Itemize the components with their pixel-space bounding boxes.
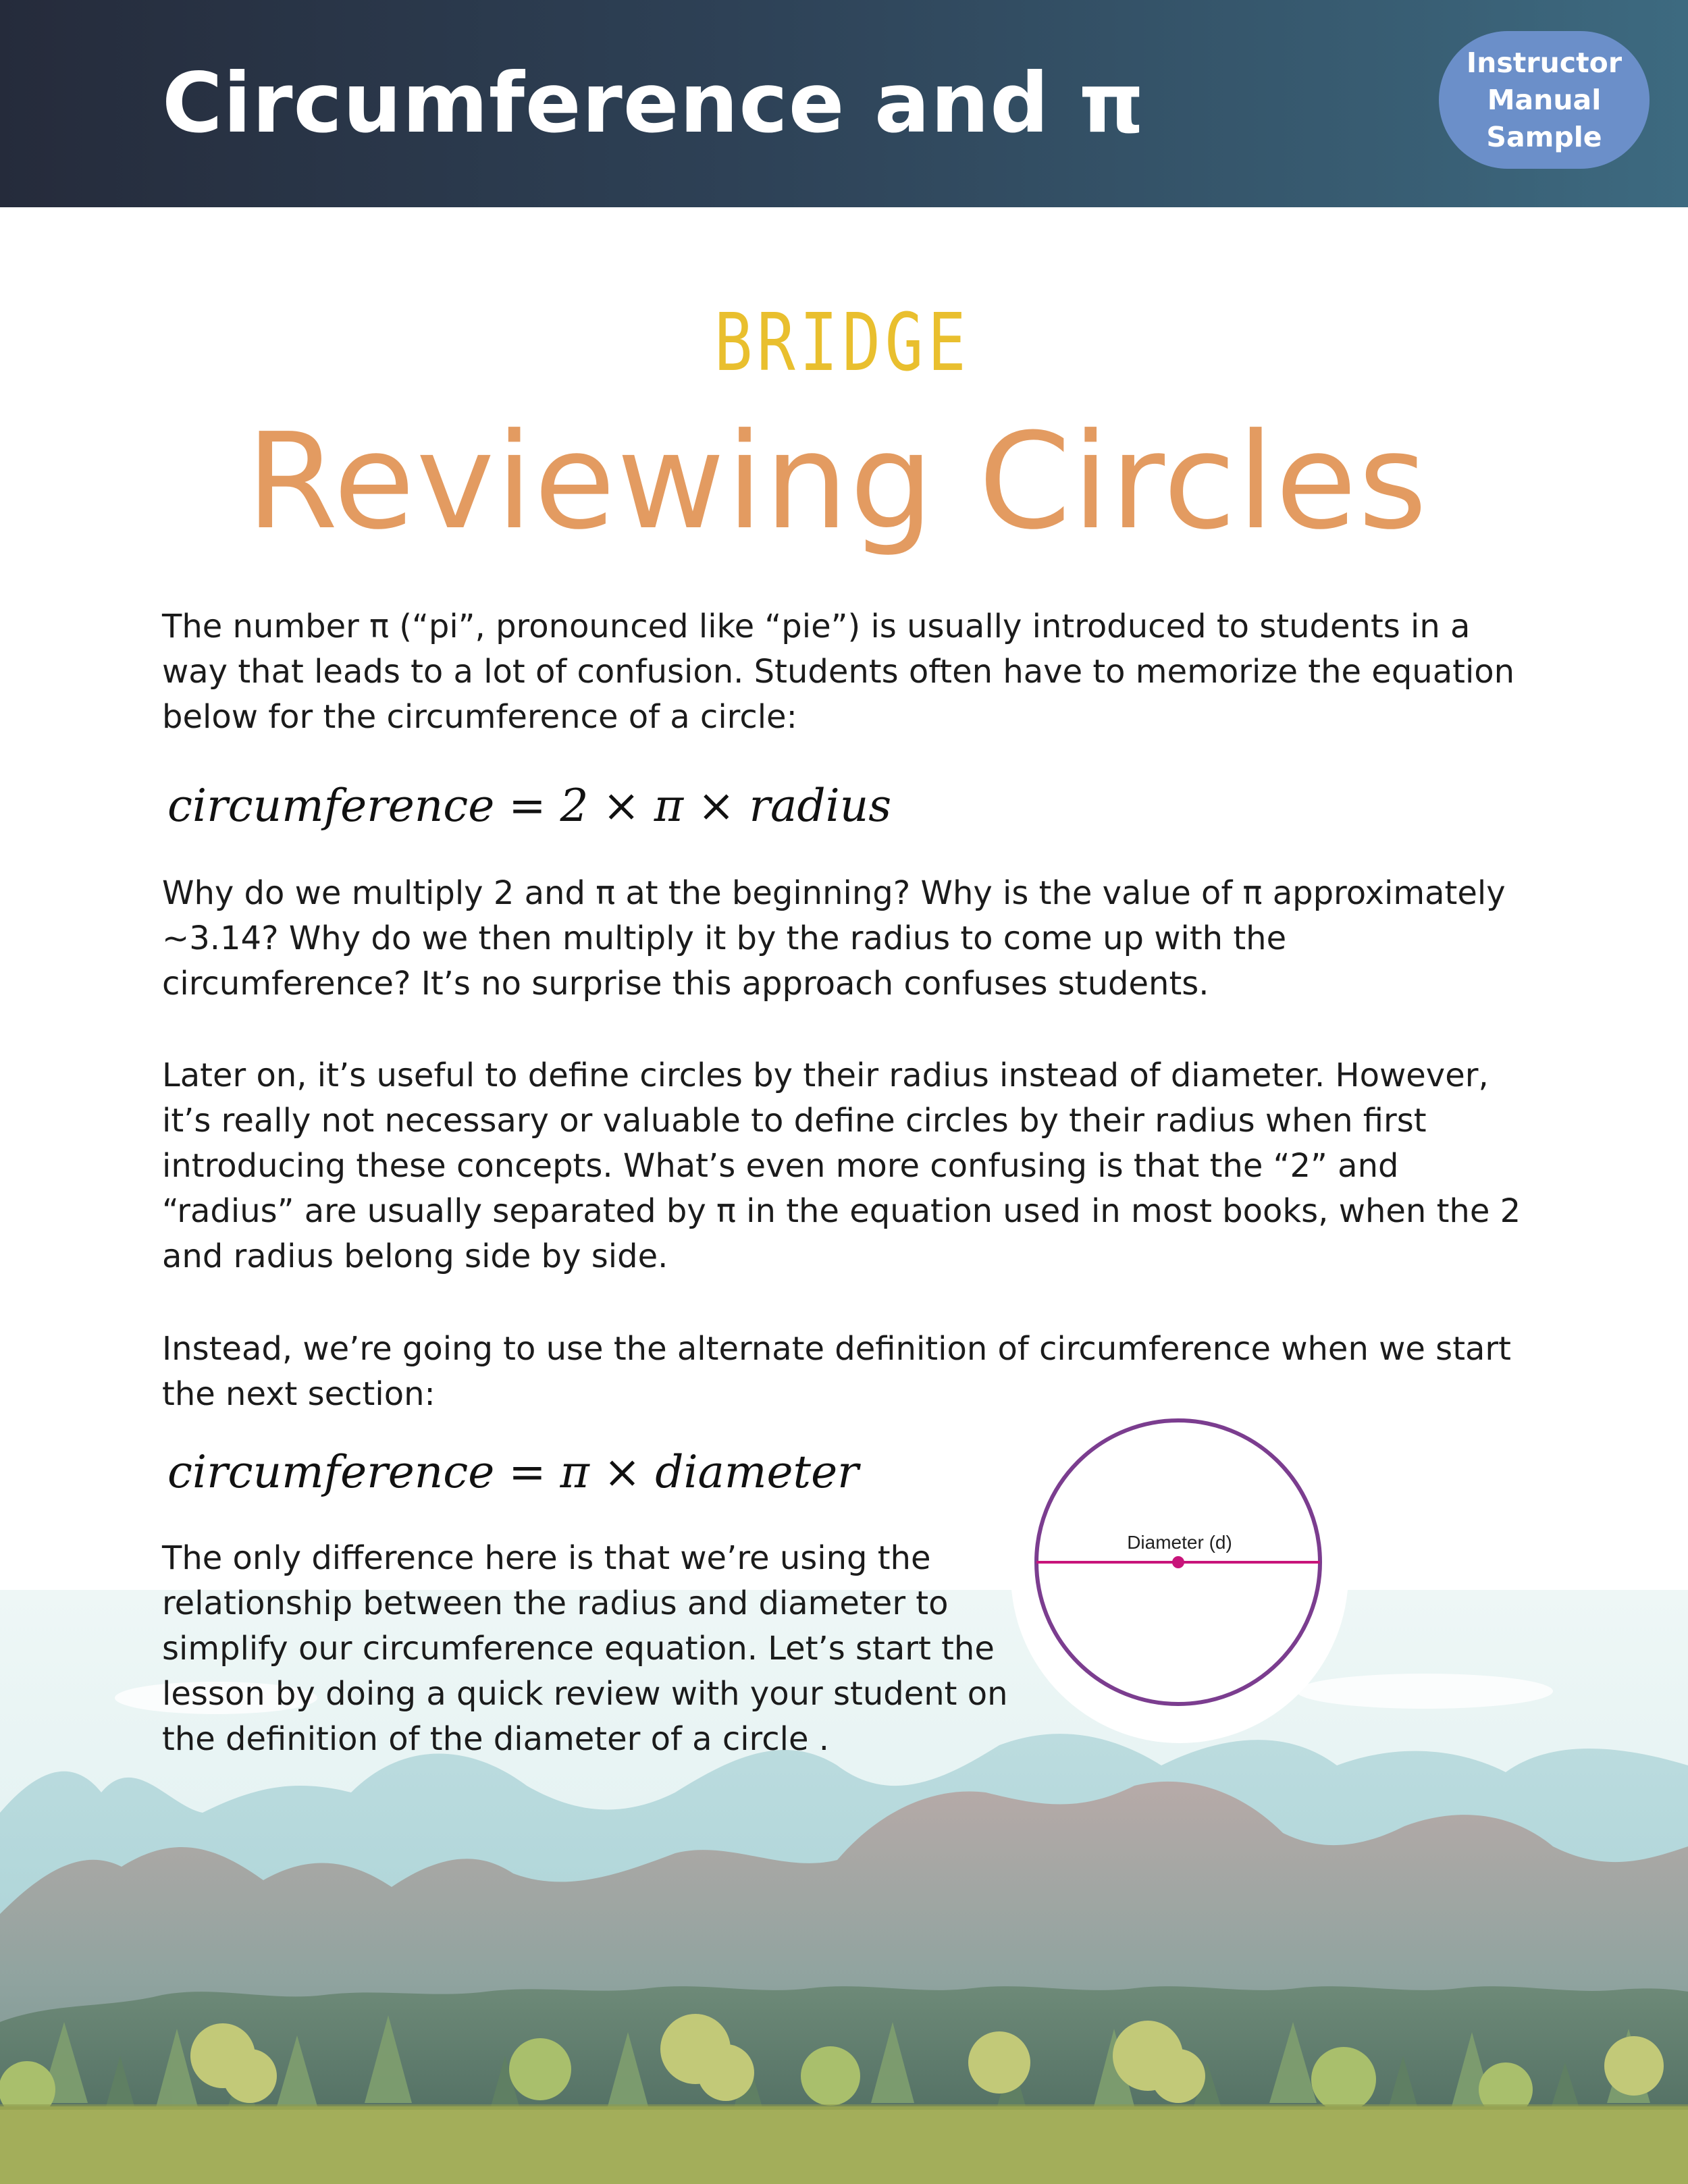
center-point <box>1172 1556 1184 1568</box>
radius-vs-diameter-paragraph: Later on, it’s useful to define circles by their radius instead of diameter. However, it’s really not necessary or valuable to define circles by their radius when first introducing these concepts. What’s even more confusing is that the “2” and “radius” are usually separated by π in the equation used in most books, when the 2 and radius belong side by side. <box>162 1057 1521 1275</box>
diameter-circle-diagram <box>1011 1406 1348 1743</box>
instructor-manual-badge <box>1439 31 1650 169</box>
section-label: BRIDGE <box>714 296 971 389</box>
page-title: Reviewing Circles <box>246 405 1429 559</box>
intro-paragraph: The number π (“pi”, pronounced like “pie”) is usually introduced to students in a way that leads to a lot of confusion. Students often have to memorize the equation below for the circumference of a circle: <box>162 608 1515 736</box>
badge-label: Instructor Manual Sample <box>1466 46 1623 153</box>
closing-paragraph: The only difference here is that we’re using the relationship between the radius and diameter to simplify our circumference equation. Let’s start the lesson by doing a quick review with your student on the definition of the diameter of a circle . <box>162 1539 1008 1758</box>
questions-paragraph: Why do we multiply 2 and π at the beginning? Why is the value of π approximately ~3.14? Why do we then multiply it by the radius to come up with the circumference? It’s no surprise this approach confuses students. <box>162 874 1506 1003</box>
page-header-title: Circumference and π <box>162 55 1145 151</box>
alternate-definition-paragraph: Instead, we’re going to use the alternate definition of circumference when we start the next section: <box>162 1330 1511 1413</box>
header-banner <box>0 0 1688 207</box>
circumference-diameter-equation: circumference = π × diameter <box>167 1446 859 1498</box>
diameter-label: Diameter (d) <box>1127 1532 1232 1553</box>
circumference-radius-equation: circumference = 2 × π × radius <box>167 780 892 832</box>
